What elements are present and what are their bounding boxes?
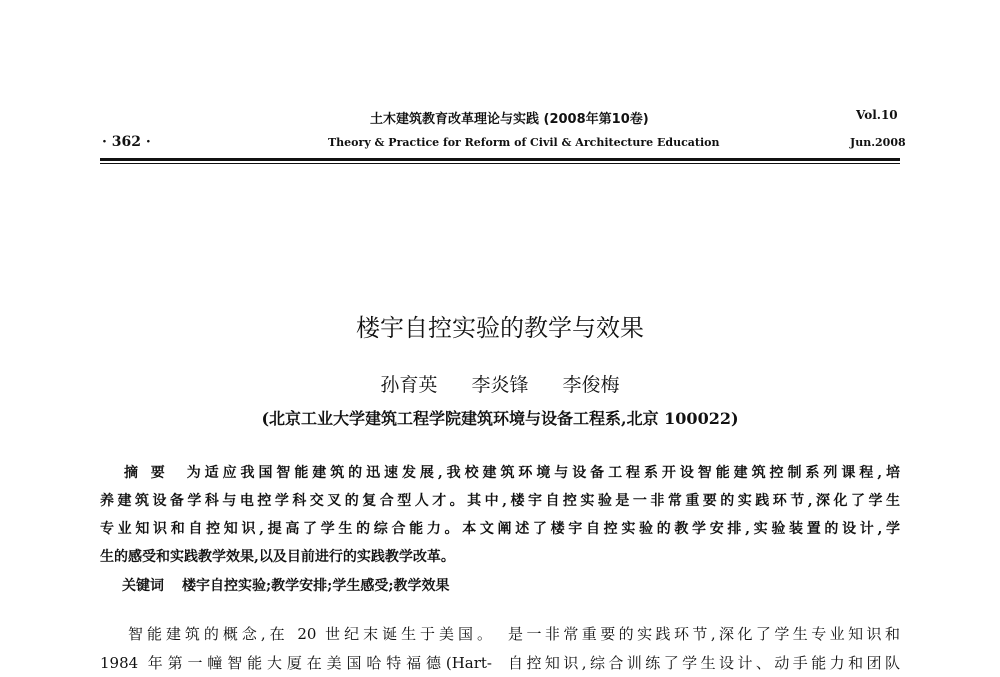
- body-text-line: 自控知识,综合训练了学生设计、动手能力和团队: [508, 654, 900, 672]
- volume: Vol.10: [856, 108, 898, 122]
- keywords-line: [122, 575, 450, 595]
- journal-title-en: Theory & Practice for Reform of Civil & Architecture Education: [328, 136, 720, 149]
- article-title: 楼宇自控实验的教学与效果: [356, 314, 644, 342]
- abstract-text: 为适应我国智能建筑的迅速发展,我校建筑环境与设备工程系开设智能建筑控制系列课程,培: [186, 465, 901, 481]
- header-rule-thin: [100, 163, 900, 164]
- author-1: 孙育英: [380, 374, 438, 396]
- keywords-label: 关键词: [122, 578, 164, 594]
- abstract-line: [100, 466, 900, 480]
- body-text-line: 是一非常重要的实践环节,深化了学生专业知识和: [508, 625, 900, 643]
- page-number: · 362 ·: [102, 134, 151, 150]
- journal-title-cn: 土木建筑教育改革理论与实践 (2008年第10卷): [370, 112, 649, 127]
- abstract-line: 养建筑设备学科与电控学科交叉的复合型人才。其中,楼宇自控实验是一非常重要的实践环节,深化了学生: [100, 493, 900, 509]
- body-text-line: 智能建筑的概念,在 20 世纪末诞生于美国。: [128, 625, 492, 643]
- authors: [0, 370, 1000, 397]
- abstract-line: 专业知识和自控知识,提高了学生的综合能力。本文阐述了楼宇自控实验的教学安排,实验装置的设计,学: [100, 521, 900, 537]
- abstract-line: 生的感受和实践教学效果,以及目前进行的实践教学改革。: [100, 549, 455, 565]
- author-3: 李俊梅: [562, 374, 620, 396]
- header-rule: [100, 158, 900, 161]
- issue-date: Jun.2008: [850, 136, 906, 149]
- author-2: 李炎锋: [471, 374, 529, 396]
- keywords-text: 楼宇自控实验;教学安排;学生感受;教学效果: [182, 578, 450, 594]
- affiliation: (北京工业大学建筑工程学院建筑环境与设备工程系,北京 100022): [261, 409, 739, 428]
- body-text-line: 1984 年第一幢智能大厦在美国哈特福德(Hart-: [100, 654, 492, 672]
- abstract-label: 摘 要: [124, 465, 169, 481]
